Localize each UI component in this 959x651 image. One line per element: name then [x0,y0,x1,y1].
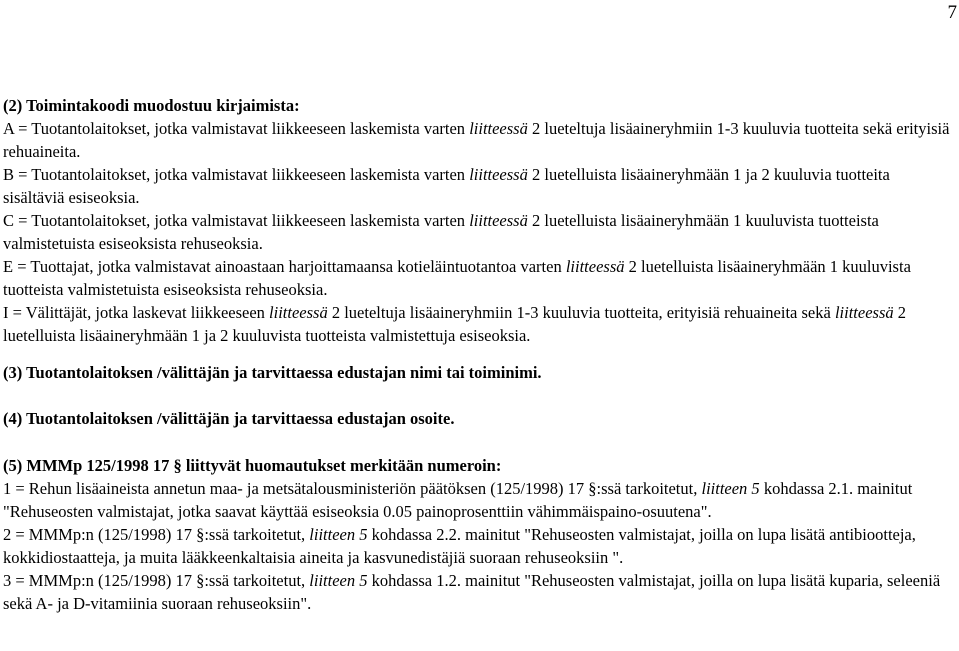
note-2-paragraph [3,523,955,569]
note-2-text: 2 = MMMp:n (125/1998) 17 §:ssä tarkoitetut, [3,525,310,544]
code-i-ref-1: liitteessä [269,303,328,322]
document-body [3,94,955,615]
code-b-ref: liitteessä [469,165,528,184]
note-3-ref: liitteen 5 [309,571,368,590]
code-i-text-mid: 2 lueteltuja lisäaineryhmiin 1-3 kuuluvia tuotteita, erityisiä rehuaineita sekä [327,303,835,322]
code-e-text: E = Tuottajat, jotka valmistavat ainoastaan harjoittamaansa kotieläintuotantoa varten [3,257,566,276]
code-c-ref: liitteessä [469,211,528,230]
code-i-text: I = Välittäjät, jotka laskevat liikkeeseen [3,303,270,322]
code-e-paragraph [3,255,955,301]
code-a-ref: liitteessä [469,119,528,138]
section-3-heading: (3) Tuotantolaitoksen /välittäjän ja tarvittaessa edustajan nimi tai toiminimi. [3,363,542,382]
code-c-text: C = Tuotantolaitokset, jotka valmistavat liikkeeseen laskemista varten [3,211,470,230]
code-b-text: B = Tuotantolaitokset, jotka valmistavat liikkeeseen laskemista varten [3,165,470,184]
note-1-ref: liitteen 5 [701,479,760,498]
note-2-ref: liitteen 5 [309,525,368,544]
code-c-text-end: 2 luetelluista lisäaineryhmään 1 kuuluvista tuotteista valmistetuista esiseoksista rehuseoksia. [3,211,879,253]
code-i-paragraph [3,301,955,347]
section-5-heading: (5) MMMp 125/1998 17 § liittyvät huomautukset merkitään numeroin: [3,456,502,475]
code-e-text-end: 2 luetelluista lisäaineryhmään 1 kuuluvista tuotteista valmistetuista esiseoksista rehuseoksia. [3,257,911,299]
code-a-text-end: 2 lueteltuja lisäaineryhmiin 1-3 kuuluvia tuotteita sekä erityisiä rehuaineita. [3,119,950,161]
note-1-text-end: kohdassa 2.1. mainitut "Rehuseosten valmistajat, jotka saavat käyttää esiseoksia 0.05 painoprosenttiin vähimmäispaino-osuutena". [3,479,913,521]
code-b-text-end: 2 luetelluista lisäaineryhmään 1 ja 2 kuuluvia tuotteita sisältäviä esiseoksia. [3,165,890,207]
code-a-paragraph [3,117,955,163]
code-e-ref: liitteessä [565,257,625,276]
note-3-paragraph [3,569,955,615]
code-a-text: A = Tuotantolaitokset, jotka valmistavat liikkeeseen laskemista varten [3,119,470,138]
page-number: 7 [947,2,957,23]
code-i-text-end: 2 luetelluista lisäaineryhmään 1 ja 2 kuuluvista tuotteista valmistettuja esiseoksia. [3,303,906,345]
note-3-text: 3 = MMMp:n (125/1998) 17 §:ssä tarkoitetut, [3,571,310,590]
code-i-ref-2: liitteessä [834,303,894,322]
note-1-text: 1 = Rehun lisäaineista annetun maa- ja metsätalousministeriön päätöksen (125/1998) 17 §:ssä tarkoitetut, [3,479,702,498]
note-1-paragraph [3,477,955,523]
note-2-text-end: kohdassa 2.2. mainitut "Rehuseosten valmistajat, joilla on lupa lisätä antibiootteja, kokkidiostaatteja, ja muita lääkkeenkaltaisia aineita ja kasvunedistäjiä suoraan rehuseoksiin ". [3,525,916,567]
note-3-text-end: kohdassa 1.2. mainitut "Rehuseosten valmistajat, joilla on lupa lisätä kuparia, seleeniä sekä A- ja D-vitamiinia suoraan rehuseoksiin". [3,571,941,613]
section-2-heading: (2) Toimintakoodi muodostuu kirjaimista: [3,96,300,115]
code-c-paragraph [3,209,955,255]
section-4-heading: (4) Tuotantolaitoksen /välittäjän ja tarvittaessa edustajan osoite. [3,409,455,428]
code-b-paragraph [3,163,955,209]
